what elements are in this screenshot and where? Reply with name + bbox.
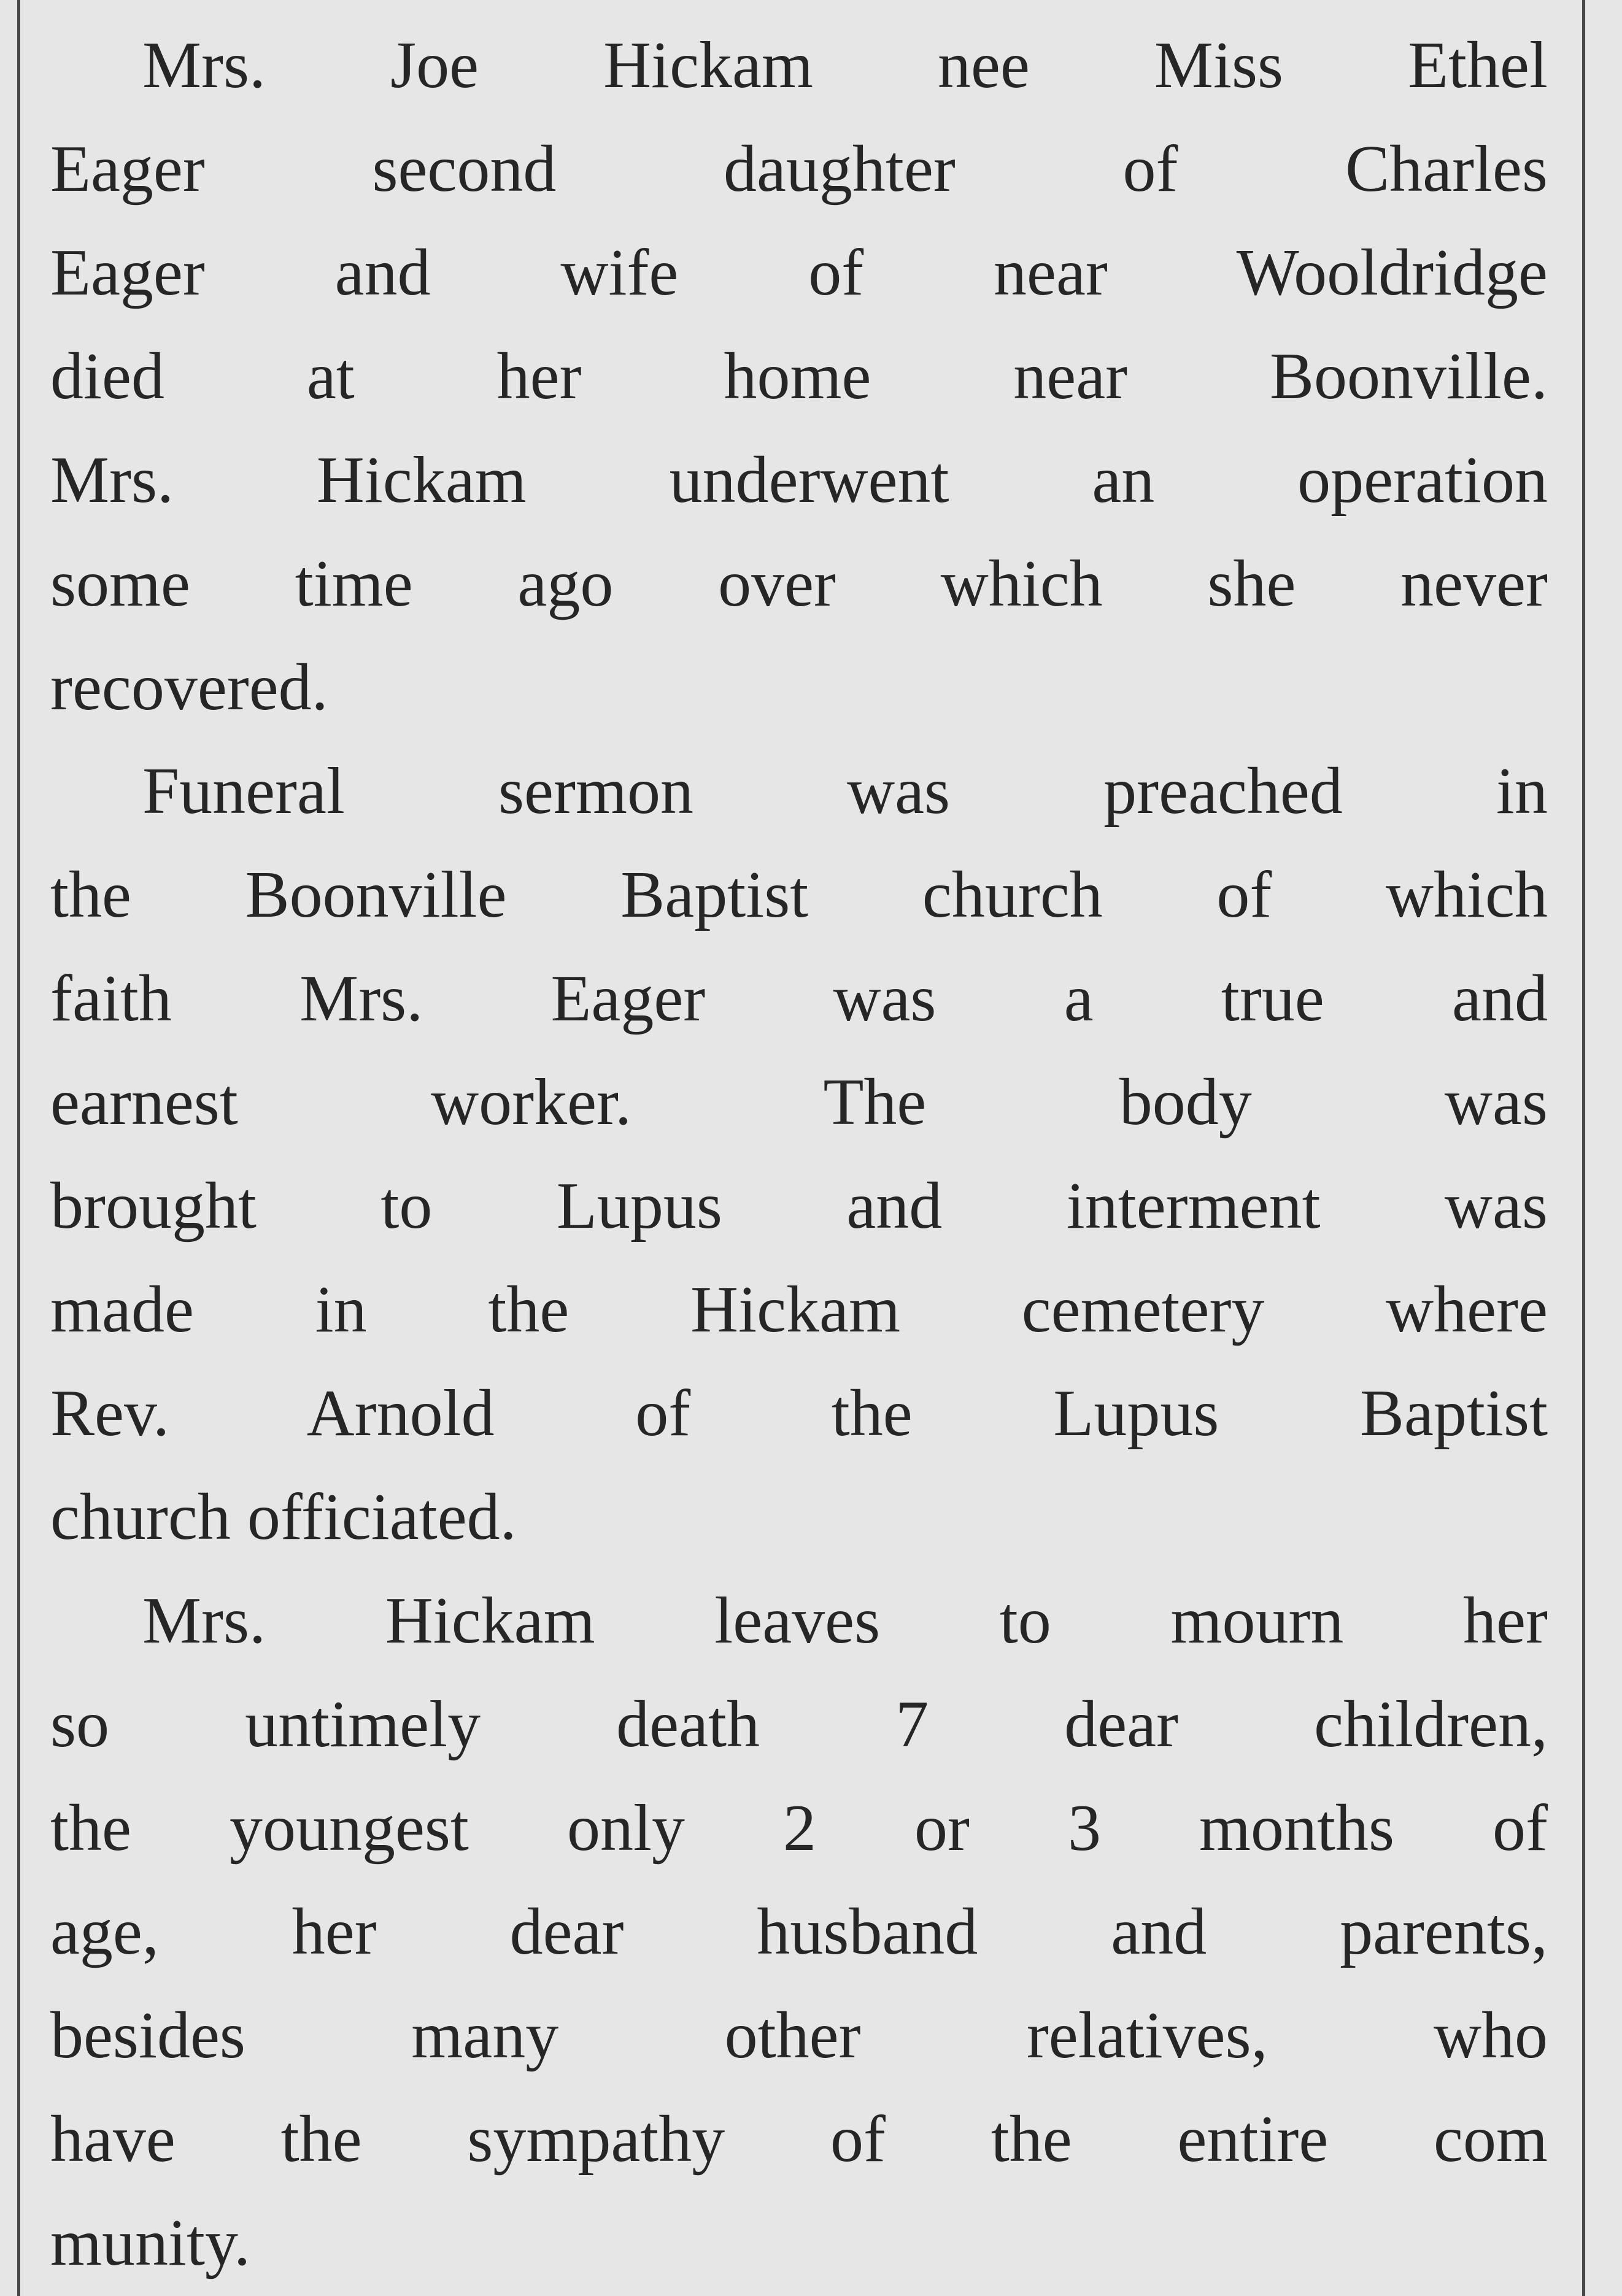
obituary-column bbox=[50, 13, 1548, 2295]
paragraph-3 bbox=[50, 1569, 1548, 2295]
text-line: so untimely death 7 dear children, bbox=[50, 1688, 1548, 1761]
text-line: Mrs. Joe Hickam nee Miss Ethel bbox=[142, 29, 1548, 102]
text-line: Rev. Arnold of the Lupus Baptist bbox=[50, 1377, 1548, 1450]
text-line: the Boonville Baptist church of which bbox=[50, 858, 1548, 931]
text-line: Mrs. Hickam underwent an operation bbox=[50, 444, 1548, 517]
text-line: Mrs. Hickam leaves to mourn her bbox=[142, 1584, 1548, 1657]
text-line: the youngest only 2 or 3 months of bbox=[50, 1792, 1548, 1865]
column-rule-left bbox=[17, 0, 20, 2296]
text-line: age, her dear husband and parents, bbox=[50, 1895, 1548, 1968]
text-line: brought to Lupus and interment was bbox=[50, 1169, 1548, 1242]
paragraph-1 bbox=[50, 13, 1548, 739]
text-line: besides many other relatives, who bbox=[50, 1999, 1548, 2072]
column-rule-right bbox=[1582, 0, 1585, 2296]
text-line: church officiated. bbox=[50, 1481, 517, 1554]
text-line: made in the Hickam cemetery where bbox=[50, 1273, 1548, 1346]
text-line: faith Mrs. Eager was a true and bbox=[50, 962, 1548, 1035]
text-line: earnest worker. The body was bbox=[50, 1066, 1548, 1139]
text-line: munity. bbox=[50, 2206, 251, 2279]
text-line: Funeral sermon was preached in bbox=[142, 755, 1548, 828]
text-line: recovered. bbox=[50, 651, 328, 724]
text-line: died at her home near Boonville. bbox=[50, 340, 1548, 413]
text-line: have the sympathy of the entire com bbox=[50, 2103, 1548, 2176]
text-line: some time ago over which she never bbox=[50, 547, 1548, 620]
paragraph-2 bbox=[50, 739, 1548, 1569]
text-line: Eager second daughter of Charles bbox=[50, 133, 1548, 206]
text-line: Eager and wife of near Wooldridge bbox=[50, 236, 1548, 309]
